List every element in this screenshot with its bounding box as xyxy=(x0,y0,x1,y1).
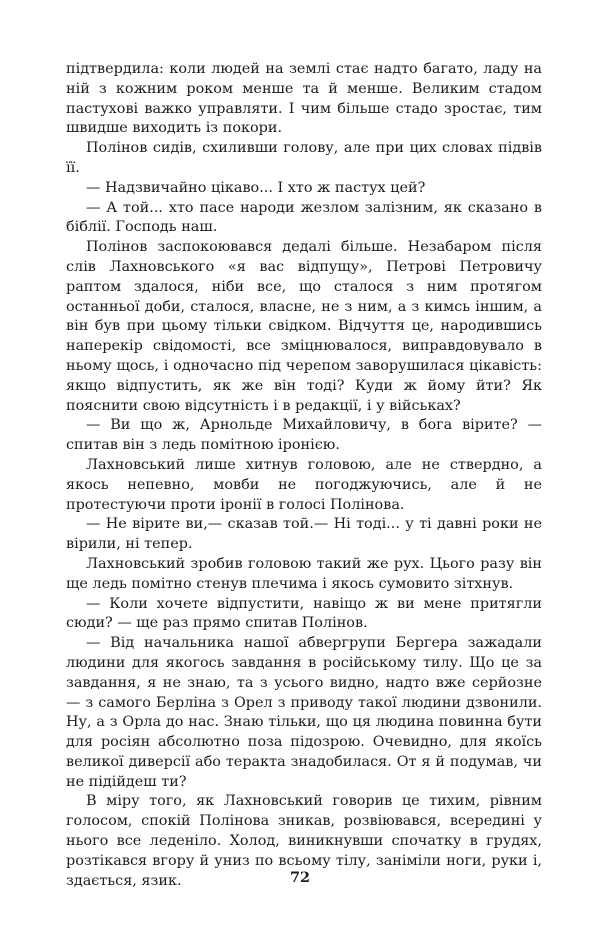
paragraph-polinov-calming: Полінов заспокоювався дедалі більше. Незабаром після слів Лахновського «я вас відпущу», Петрові Петровичу раптом здалося, ніби все, що сталося з ним протягом останньої доби, сталося, власне, не з ним, а з кимсь іншим, а він був при цьому тільки свідком. Відчуття це, народившись наперекір свідомості, все зміцнювалося, виправдовувало в ньому щось, і одночасно під черепом заворушилася цікавість: якщо відпустить, як же він тоді? Куди ж йому йти? Як пояснити свою відсутність і в редакції, і у військах? xyxy=(66,239,542,414)
dialogue-bible-answer: — А той... хто пасе народи жезлом залізним, як сказано в біблії. Господь наш. xyxy=(66,199,542,236)
page-number: 72 xyxy=(289,869,311,886)
paragraph-polinov-freezing: В міру того, як Лахновський говорив це тихим, рівним голосом, спокій Полінова зникав, розвіювався, всередині у нього все леденіло. Холод, виникнувши спочатку в грудях, розтікався вгору й униз по всьому тілу, заніміли ноги, руки і, здається, язик. xyxy=(66,793,542,889)
paragraph-continued-from-previous-page: підтвердила: коли людей на землі стає надто багато, ладу на ній з кожним роком менше та й менше. Великим стадом пастухові важко управляти. І чим більше стадо зростає, тим швидше виходить із покори. xyxy=(66,61,542,137)
dialogue-you-do-not-believe: — Не вірите ви,— сказав той.— Ні тоді... у ті давні роки не вірили, ні тепер. xyxy=(66,516,542,553)
paragraph-lakhnovsky-nod: Лахновський лише хитнув головою, але не ствердно, а якось непевно, мовби не погоджуючись, але й не протестуючи проти іронії в голосі Полінова. xyxy=(66,456,542,513)
dialogue-who-is-shepherd: — Надзвичайно цікаво... І хто ж пастух цей? xyxy=(86,179,426,196)
dialogue-believe-in-god-question: — Ви що ж, Арнольде Михайловичу, в бога вірите? — спитав він з ледь помітною іронією. xyxy=(66,417,542,454)
paragraph-lakhnovsky-sigh: Лахновський зробив головою такий же рух. Цього разу він ще ледь помітно стенув плечима і якось сумовито зітхнув. xyxy=(66,555,542,592)
dialogue-why-brought-here: — Коли хочете відпустити, навіщо ж ви мене притягли сюди? — ще раз прямо спитав Полінов. xyxy=(66,595,542,632)
book-page-text xyxy=(66,60,542,891)
paragraph-polinov-raised-head: Полінов сидів, схиливши голову, але при цих словах підвів її. xyxy=(66,140,542,176)
dialogue-berger-assignment: — Від начальника нашої абвергрупи Бергера зажадали людини для якогось завдання в російському тилу. Що це за завдання, я не знаю, та з усього видно, надто вже серйозне — з самого Берліна з Орел з приводу такої людини дзвонили. Ну, а з Орла до нас. Знаю тільки, що ця людина повинна бути для росіян абсолютно поза підозрою. Очевидно, для якоїсь великої диверсії або теракта знадобилася. От я й подумав, чи не підійдеш ти? xyxy=(66,635,542,790)
